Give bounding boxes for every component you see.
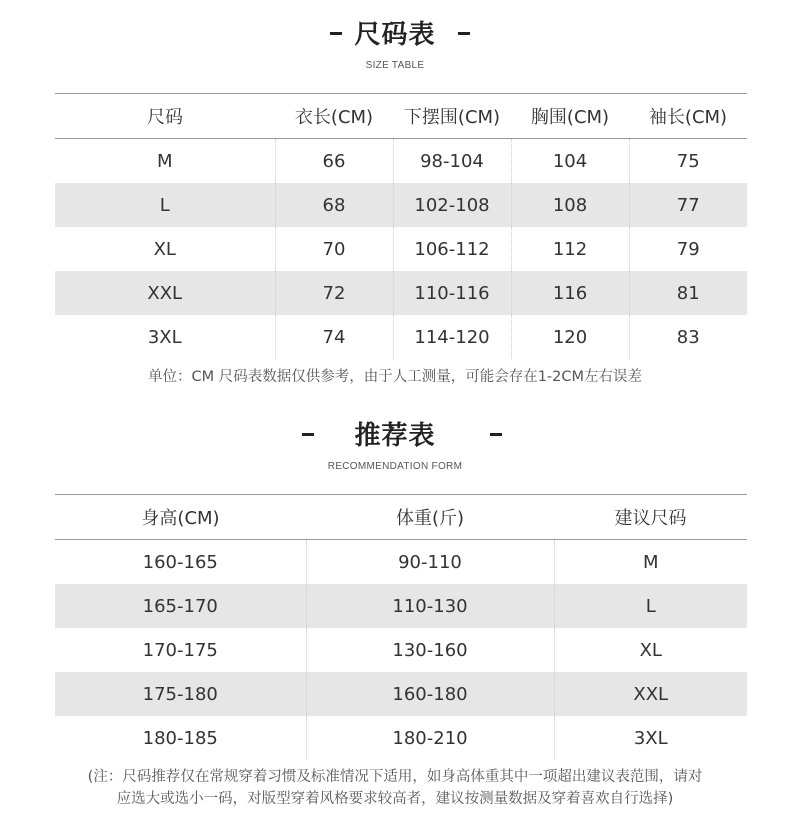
cell-length: 74: [275, 315, 393, 359]
cell-hem: 98-104: [393, 139, 511, 184]
size-table-note: 单位：CM 尺码表数据仅供参考，由于人工测量，可能会存在1-2CM左右误差: [147, 369, 643, 385]
rec-note-line-1: (注：尺码推荐仅在常规穿着习惯及标准情况下适用，如身高体重其中一项超出建议表范围，请对: [87, 769, 703, 785]
cell-length: 66: [275, 139, 393, 184]
table-row: [55, 540, 747, 585]
table-row: [55, 672, 747, 716]
title-dash-right: [458, 32, 470, 35]
cell-length: 72: [275, 271, 393, 315]
rec-note-line-2: 应选大或选小一码，对版型穿着风格要求较高者，建议按测量数据及穿着喜欢自行选择): [116, 791, 674, 807]
size-table: [55, 93, 747, 359]
title-dash-right: [490, 433, 502, 436]
cell-size: M: [156, 150, 173, 172]
cell-height: 170-175: [142, 639, 218, 661]
cell-chest: 108: [511, 183, 629, 227]
table-row: [55, 227, 747, 271]
cell-weight: 160-180: [306, 672, 554, 716]
cell-suggested-size: L: [554, 584, 747, 628]
cell-suggested-size: XL: [554, 628, 747, 672]
header-height: 身高(CM): [55, 495, 306, 540]
size-table-heading: [0, 14, 790, 71]
header-sleeve: 袖长(CM): [629, 94, 747, 139]
header-size: 尺码: [55, 94, 275, 139]
cell-suggested-size: M: [554, 540, 747, 585]
cell-weight: 90-110: [306, 540, 554, 585]
table-row: [55, 584, 747, 628]
cell-suggested-size: XXL: [554, 672, 747, 716]
table-row: [55, 716, 747, 760]
table-row: [55, 139, 747, 184]
cell-sleeve: 79: [629, 227, 747, 271]
cell-hem: 110-116: [393, 271, 511, 315]
rec-table-title: 推荐表: [354, 421, 436, 451]
cell-sleeve: 81: [629, 271, 747, 315]
cell-hem: 114-120: [393, 315, 511, 359]
cell-size: XL: [153, 238, 176, 260]
header-weight: 体重(斤): [306, 495, 554, 540]
cell-height: 180-185: [142, 727, 218, 749]
header-hem: 下摆围(CM): [393, 94, 511, 139]
cell-sleeve: 75: [629, 139, 747, 184]
cell-length: 70: [275, 227, 393, 271]
table-row: [55, 183, 747, 227]
cell-hem: 106-112: [393, 227, 511, 271]
cell-height: 175-180: [55, 672, 306, 716]
rec-table-heading: [0, 415, 790, 472]
table-row: [55, 315, 747, 359]
cell-chest: 116: [511, 271, 629, 315]
cell-sleeve: 77: [629, 183, 747, 227]
cell-length: 68: [275, 183, 393, 227]
header-suggested-size: 建议尺码: [554, 495, 747, 540]
cell-size: XXL: [55, 271, 275, 315]
cell-height: 165-170: [55, 584, 306, 628]
cell-sleeve: 83: [629, 315, 747, 359]
cell-weight: 110-130: [306, 584, 554, 628]
header-length: 衣长(CM): [275, 94, 393, 139]
cell-weight: 130-160: [306, 628, 554, 672]
cell-chest: 120: [511, 315, 629, 359]
cell-chest: 112: [511, 227, 629, 271]
table-row: [55, 271, 747, 315]
cell-size: L: [55, 183, 275, 227]
rec-table: [55, 494, 747, 760]
rec-table-header-row: [55, 495, 747, 540]
cell-chest: 104: [511, 139, 629, 184]
rec-table-subtitle: RECOMMENDATION FORM: [327, 461, 463, 472]
table-row: [55, 628, 747, 672]
header-chest: 胸围(CM): [511, 94, 629, 139]
rec-table-note: [0, 766, 790, 810]
size-table-header-row: [55, 94, 747, 139]
size-table-subtitle: SIZE TABLE: [365, 60, 425, 71]
cell-suggested-size: 3XL: [554, 716, 747, 760]
cell-hem: 102-108: [393, 183, 511, 227]
cell-height: 160-165: [142, 551, 218, 573]
cell-weight: 180-210: [306, 716, 554, 760]
cell-size: 3XL: [147, 326, 182, 348]
size-table-title: 尺码表: [354, 20, 436, 50]
